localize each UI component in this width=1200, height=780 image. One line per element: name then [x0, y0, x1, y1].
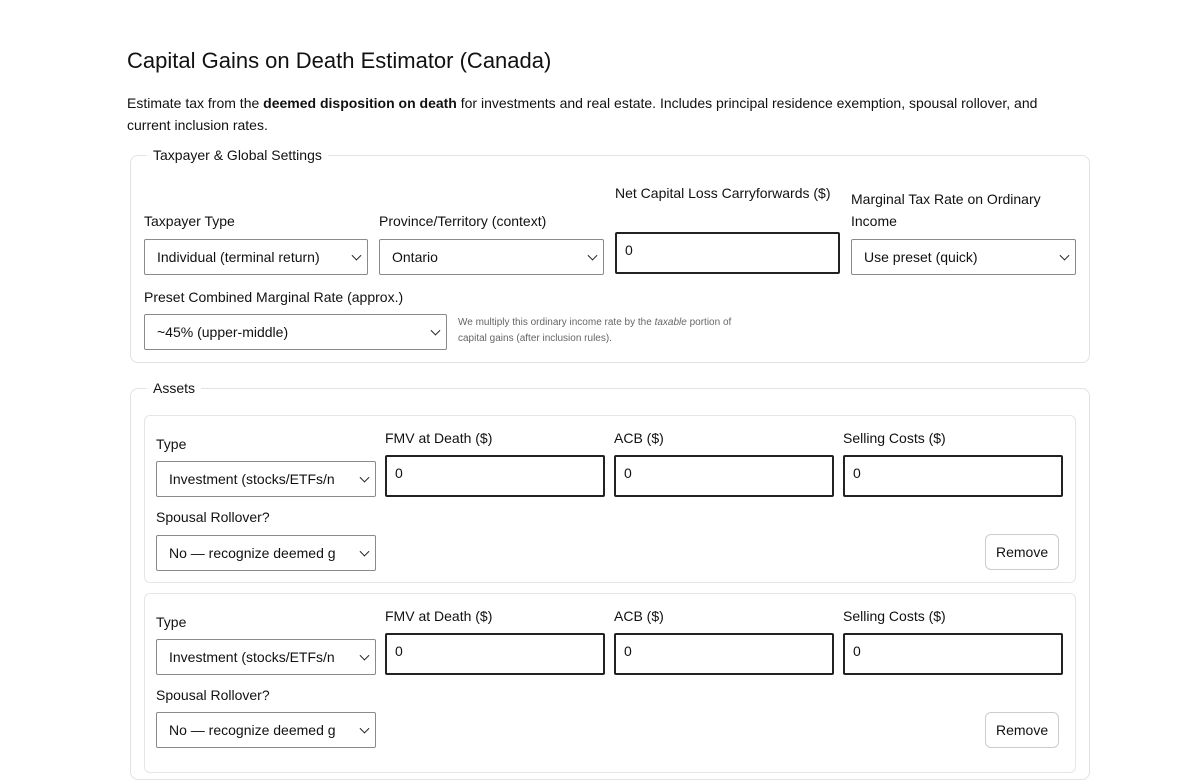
spousal-rollover-select[interactable]: [156, 712, 376, 748]
intro-text-bold: deemed disposition on death: [263, 95, 457, 111]
intro-text-post: for investments and real estate. Includes principal residence exemption, spousal rollover, and current inclusion rates.: [127, 95, 1038, 133]
chevron-down-icon: [352, 251, 362, 261]
chevron-down-icon: [360, 651, 370, 661]
chevron-down-icon: [588, 251, 598, 261]
asset-type-value: Investment (stocks/ETFs/n: [169, 649, 335, 665]
province-value: Ontario: [392, 249, 438, 265]
acb-input[interactable]: 0: [614, 633, 834, 675]
province-select[interactable]: [379, 239, 604, 275]
preset-rate-value: ~45% (upper-middle): [157, 324, 289, 340]
asset-type-label: Type: [156, 614, 187, 630]
spousal-rollover-value: No — recognize deemed g: [169, 545, 336, 561]
selling-costs-input[interactable]: 0: [843, 633, 1063, 675]
spousal-rollover-label: Spousal Rollover?: [156, 509, 270, 525]
fmv-input[interactable]: 0: [385, 455, 605, 497]
acb-label: ACB ($): [614, 430, 664, 446]
taxpayer-type-label: Taxpayer Type: [144, 213, 235, 229]
remove-asset-button[interactable]: Remove: [985, 534, 1059, 570]
chevron-down-icon: [360, 547, 370, 557]
selling-costs-input[interactable]: 0: [843, 455, 1063, 497]
chevron-down-icon: [360, 724, 370, 734]
intro-text: [127, 92, 1057, 136]
assets-legend: Assets: [153, 380, 196, 396]
fmv-label: FMV at Death ($): [385, 608, 493, 624]
preset-rate-hint-em: taxable: [654, 317, 687, 328]
chevron-down-icon: [431, 326, 441, 336]
asset-type-value: Investment (stocks/ETFs/n: [169, 471, 335, 487]
marginal-rate-label: Marginal Tax Rate on Ordinary Income: [851, 191, 1041, 229]
remove-asset-button[interactable]: Remove: [985, 712, 1059, 748]
net-capital-loss-input[interactable]: 0: [615, 232, 840, 274]
fmv-label: FMV at Death ($): [385, 430, 493, 446]
acb-input[interactable]: 0: [614, 455, 834, 497]
asset-type-select[interactable]: [156, 461, 376, 497]
preset-rate-hint: [458, 315, 748, 347]
intro-text-pre: Estimate tax from the: [127, 95, 264, 111]
preset-rate-hint-pre: We multiply this ordinary income rate by the: [458, 317, 655, 328]
taxpayer-type-value: Individual (terminal return): [157, 249, 320, 265]
preset-rate-hint-post: portion of capital gains (after inclusion rules).: [458, 317, 732, 344]
page-title: Capital Gains on Death Estimator (Canada): [127, 48, 552, 73]
acb-label: ACB ($): [614, 608, 664, 624]
preset-rate-select[interactable]: [144, 314, 447, 350]
province-label: Province/Territory (context): [379, 213, 547, 229]
selling-costs-label: Selling Costs ($): [843, 608, 946, 624]
settings-legend: Taxpayer & Global Settings: [153, 147, 322, 163]
spousal-rollover-label: Spousal Rollover?: [156, 687, 270, 703]
chevron-down-icon: [1060, 251, 1070, 261]
marginal-rate-select[interactable]: [851, 239, 1076, 275]
asset-type-select[interactable]: [156, 639, 376, 675]
selling-costs-label: Selling Costs ($): [843, 430, 946, 446]
preset-rate-label: Preset Combined Marginal Rate (approx.): [144, 289, 404, 305]
spousal-rollover-select[interactable]: [156, 535, 376, 571]
marginal-rate-value: Use preset (quick): [864, 249, 978, 265]
fmv-input[interactable]: 0: [385, 633, 605, 675]
chevron-down-icon: [360, 473, 370, 483]
net-capital-loss-label: Net Capital Loss Carryforwards ($): [615, 185, 831, 201]
spousal-rollover-value: No — recognize deemed g: [169, 722, 336, 738]
asset-type-label: Type: [156, 436, 187, 452]
taxpayer-type-select[interactable]: [144, 239, 368, 275]
